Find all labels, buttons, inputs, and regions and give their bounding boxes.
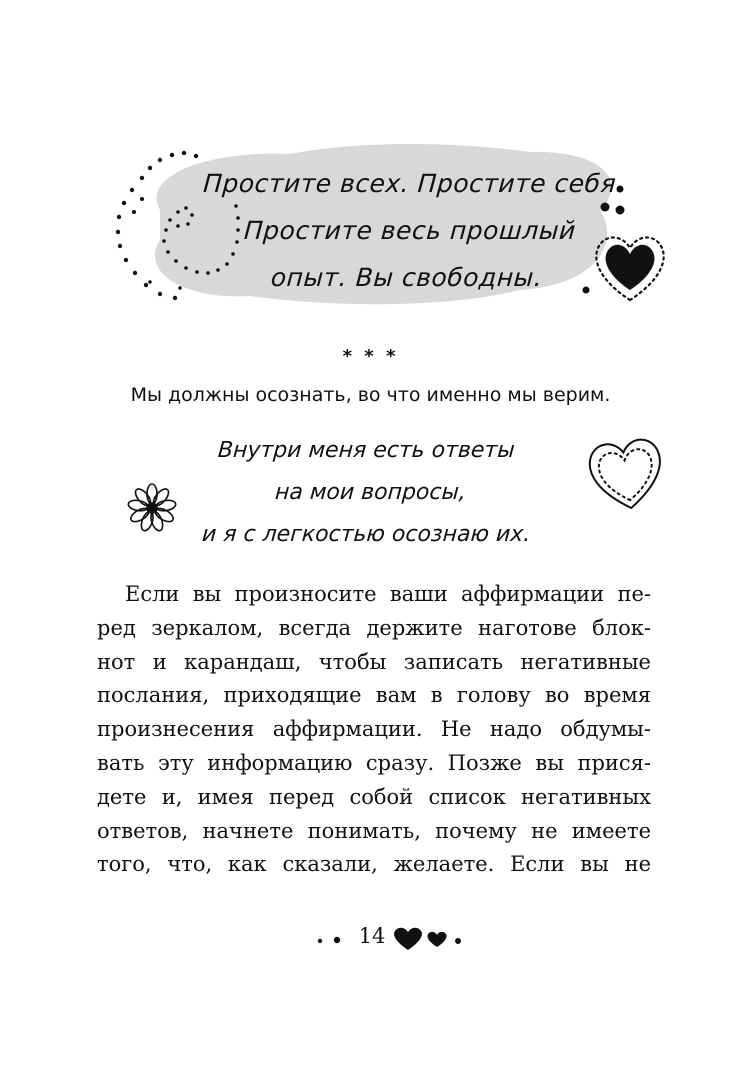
body-line: ред зеркалом, всегда держите наготове блок- [97, 615, 651, 640]
subheading: Мы должны осознать, во что именно мы верим. [130, 384, 611, 406]
body-line: послания, приходящие вам в голову во время [97, 683, 651, 708]
quote-line: Простите весь прошлый [243, 216, 577, 245]
affirmation-line: на мои вопросы, [274, 480, 467, 505]
affirmation-line: и я с легкостью осознаю их. [201, 522, 532, 547]
flower-icon [127, 484, 176, 532]
page-number: 14 [358, 924, 386, 948]
body-line: вать эту информацию сразу. Позже вы прися- [97, 750, 651, 775]
section-separator: * * * [342, 346, 399, 367]
quote-block [100, 140, 670, 315]
footer-heart-icon [394, 928, 422, 950]
body-line: нот и карандаш, чтобы записать негативные [97, 649, 651, 674]
footer-heart-small-icon [427, 932, 446, 947]
footer-dot-icon [334, 937, 340, 943]
affirmation-line: Внутри меня есть ответы [217, 438, 516, 463]
body-line: того, что, как сказали, желаете. Если вы не [97, 852, 651, 877]
body-line: произнесения аффирмации. Не надо обдумы- [97, 717, 651, 742]
body-line: Если вы произносите ваши аффирмации пе- [125, 582, 651, 606]
affirmation-text [201, 430, 590, 556]
footer-dot-icon [455, 938, 461, 944]
footer-dot-icon [318, 939, 322, 943]
quote-text [195, 160, 625, 301]
quote-line: Простите всех. Простите себя. [202, 169, 626, 198]
body-paragraph [97, 578, 651, 882]
quote-line: опыт. Вы свободны. [269, 263, 544, 292]
outline-heart-icon [587, 437, 666, 513]
page-footer [0, 922, 741, 962]
affirmation-block [115, 430, 675, 570]
body-line: ответов, начнете понимать, почему не имеете [97, 818, 651, 843]
body-line: дете и, имея перед собой список негативных [97, 784, 651, 809]
